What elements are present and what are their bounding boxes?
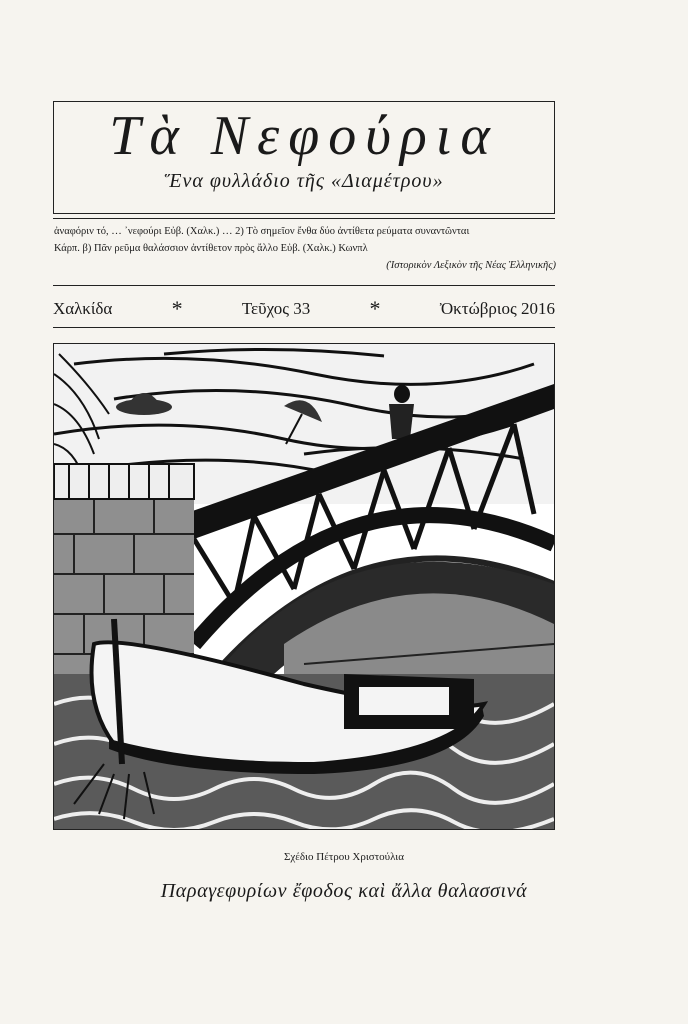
- masthead-box: [53, 101, 555, 214]
- masthead-title: Τὰ Νεφούρια: [109, 105, 499, 167]
- issue-number: Τεῦχος 33: [241, 299, 311, 318]
- divider-rule: [53, 327, 555, 328]
- definition-source: (Ἱστορικὸν Λεξικὸν τῆς Νέας Ἑλληνικῆς): [386, 260, 556, 271]
- separator-star: *: [171, 296, 183, 321]
- definition-line-1: ἀναφόριν τό, … ᾽νεφούρι Εὐβ. (Χαλκ.) … 2) Τὸ σημεῖον ἔνθα δύο ἀντίθετα ρεύματα συναντῶνται: [54, 226, 470, 237]
- issue-date: Ὀκτώβριος 2016: [439, 299, 555, 318]
- dictionary-definition: [54, 223, 556, 274]
- issue-place: Χαλκίδα: [53, 299, 113, 318]
- issue-info-row: [53, 297, 555, 321]
- definition-line-2: Κάρπ. β) Πᾶν ρεῦμα θαλάσσιον ἀντίθετον πρὸς ἄλλο Εὐβ. (Χαλκ.) Κωνπλ: [54, 243, 368, 254]
- cover-illustration: [53, 343, 555, 830]
- masthead-subtitle: Ἕνα φυλλάδιο τῆς «Διαμέτρου»: [164, 170, 444, 192]
- bridge-boat-drawing: [54, 344, 554, 829]
- divider-rule: [53, 218, 555, 219]
- separator-star: *: [369, 296, 381, 321]
- divider-rule: [53, 285, 555, 286]
- issue-headline: Παραγεφυρίων ἔφοδος καὶ ἄλλα θαλασσινά: [160, 880, 528, 902]
- illustration-credit: Σχέδιο Πέτρου Χριστούλια: [283, 851, 405, 863]
